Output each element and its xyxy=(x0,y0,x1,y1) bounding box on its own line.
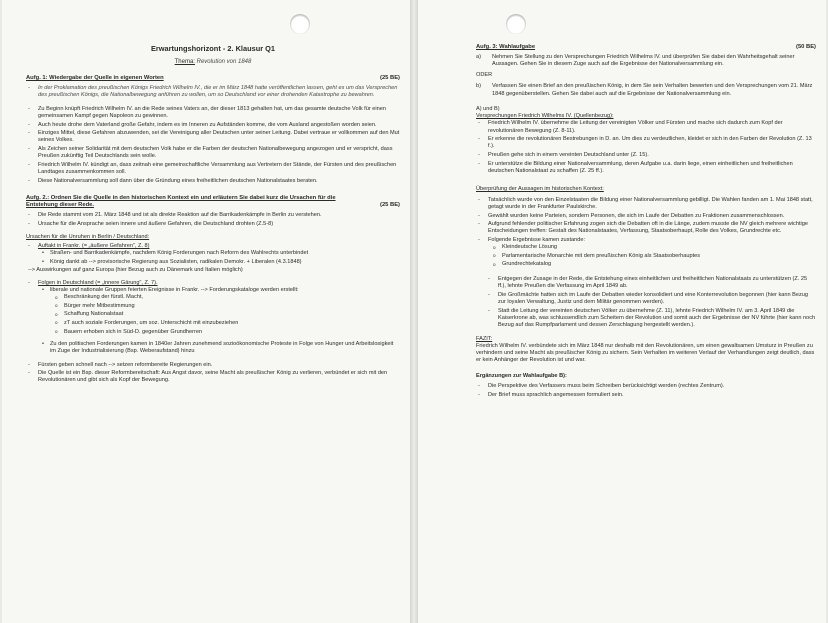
list-item: - Zu Beginn knüpft Friedrich Wilhelm IV. an die Rede seines Vaters an, der dieser 1813 gehalten hat, um das gesamte deutsche Volk für einen gemeinsamen Kampf gegen Napoleon zu gewinnen. xyxy=(38,106,400,121)
task-1-quote: - In der Proklamation des preußischen Königs Friedrich Wilhelm IV., die er im März 1848 hatte veröffentlichen lassen, geht es um das Versprechen des preußischen Königs, die Nationalbewegung anführen zu wollen, um so Deutschland vor einer drohenden Katastrophe zu bewahren. xyxy=(38,85,400,100)
results-list xyxy=(488,244,816,268)
list-item: o Kleindeutsche Lösung xyxy=(502,244,816,251)
list-item: - Ursache für die Ansprache seien innere und äußere Gefahren, die Deutschland drohten (Z.5-8) xyxy=(38,221,400,228)
punch-hole xyxy=(290,14,310,34)
list-item: - Die Großmächte hatten sich im Laufe der Debatten wieder konsolidiert und eine Konterrevolution begonnen (hier kann Bezug zur loyalen Verwaltung, Justiz und dem Militär genommen werden). xyxy=(498,292,816,307)
list-item: • Zu den politischen Forderungen kamen in 1840er Jahren zunehmend sozioökonomische Proteste in Folge von Hunger und Arbeitslosigkeit im Zuge der Industrialisierung (Bsp. Weberaufstand) hinzu xyxy=(50,341,400,356)
subtitle-label: Thema: xyxy=(174,58,195,65)
review-list-2 xyxy=(476,276,816,329)
promises-heading: Versprechungen Friedrich Wilhelms IV. (Quellenbezug): xyxy=(476,113,614,120)
outer-heading: Auftakt in Frankr. (= „äußere Gefahren“, Z. 8) xyxy=(38,243,150,250)
list-item: • König dankt ab --> provisorische Regierung aus Sozialisten, radikalen Demokr. + Liberalen (4.3.1848) xyxy=(50,259,400,266)
list-item: - Preußen gehe sich in einem vereinten Deutschland unter (Z. 15). xyxy=(488,152,816,159)
list-item: - Fürsten geben schnell nach --> setzen reformbereite Regierungen ein. xyxy=(38,362,400,369)
outer-consequence: --> Auswirkungen auf ganz Europa (hier Bezug auch zu Dänemark und Italien möglich) xyxy=(28,267,243,274)
conclusion-list xyxy=(26,362,400,385)
task-1-quote-list xyxy=(26,85,400,100)
list-item: - Er unterstütze die Bildung einer Nationalversammlung, deren Aufgabe u.a. darin liege, einen einheitlichen und freiheitlichen deutschen Nationalstaat zu schaffen (Z. 25 ff.). xyxy=(488,161,816,176)
ab-heading: A) und B) xyxy=(476,105,500,112)
list-item: - Die Perspektive des Verfassers muss beim Schreiben berücksichtigt werden (rechtes Zentrum). xyxy=(488,383,816,390)
list-item: - Statt die Leitung der vereinten deutschen Völker zu übernehme (Z. 11), lehnte Friedrich Wilhelm IV. am 3. April 1849 die Kaiserkrone ab, was schlussendlich zum Scheitern der Revolution und somit auch der Ergebnisse der NV führte (hier kann noch Bezug auf das Rumpfparlament und dessen Zerschlagung hergestellt werden.). xyxy=(498,308,816,330)
promises-list xyxy=(476,120,816,175)
list-item: - Der Brief muss sprachlich angemessen formuliert sein. xyxy=(488,392,816,399)
list-item xyxy=(488,237,816,269)
list-item: o Bürger mehr Mitbestimmung xyxy=(64,303,400,310)
list-item: o Parlamentarische Monarchie mit dem preußischen König als Staatsoberhauptes xyxy=(502,253,816,260)
outer-bullets xyxy=(38,250,400,266)
option-a-key: a) xyxy=(476,53,481,60)
punch-hole xyxy=(506,14,526,34)
page-right xyxy=(418,0,826,623)
task-3-points: (50 BE) xyxy=(796,44,816,50)
list-item: - Gewählt wurden keine Parteien, sondern Personen, die sich im Laufe der Debatten zu Fraktionen zusammenschlossen. xyxy=(488,213,816,220)
document-subtitle xyxy=(26,59,400,67)
document-title: Erwartungshorizont - 2. Klausur Q1 xyxy=(150,44,275,53)
list-item: - Die Quelle ist ein Bsp. dieser Reformbereitschaft: Aus Angst davor, seine Macht als preußischer König zu verlieren, verbündet er sich mit den Revolutionären und gibt sich als Kopf der Bewegung. xyxy=(38,370,400,385)
list-item: o Bauern erhoben sich in Süd-D. gegenüber Grundherren xyxy=(64,329,400,336)
page-gutter xyxy=(410,0,418,623)
causes-heading: Ursachen für die Unruhen in Berlin / Deutschland: xyxy=(26,233,150,240)
page-left xyxy=(2,0,410,623)
task-2-points: (25 BE) xyxy=(380,202,400,209)
task-1-points: (25 BE) xyxy=(380,75,400,82)
list-item: - Tatsächlich wurde von den Einzelstaaten die Bildung einer Nationalversammlung gebilligt. Die Wahlen fanden am 1. Mai 1848 statt, getagt wurde in der Frankfurter Paulskirche. xyxy=(488,197,816,212)
option-a-text: Nehmen Sie Stellung zu den Versprechungen Friedrich Wilhelms IV. und überprüfen Sie dabei den Wahrheitsgehalt seiner Aussagen. Gehen Sie in diesem Zuge auch auf die Ergebnisse der Nationalversammlung ein. xyxy=(492,53,795,67)
task-1-list xyxy=(26,106,400,185)
option-b xyxy=(476,83,816,98)
inner-causes-list xyxy=(26,280,400,356)
review-list xyxy=(476,197,816,269)
list-item: o Beschränkung der fürstl. Macht, xyxy=(64,294,400,301)
task-3-title: Aufg. 3: Wahlaufgabe xyxy=(476,44,536,50)
inner-intro: liberale und nationale Gruppen feierten Ereignisse in Frankr. --> Forderungskataloge werden erstellt: xyxy=(50,287,299,293)
task-1-title: Aufg. 1: Wiedergabe der Quelle in eigenen Worten xyxy=(26,75,164,82)
task-2-list xyxy=(26,212,400,228)
list-item xyxy=(50,287,400,336)
subtitle-value: Revolution von 1848 xyxy=(196,58,252,65)
fazit-text: Friedrich Wilhelm IV. verbündete sich im März 1848 nur deshalb mit den Revolutionären, um einen gewaltsamen Umsturz in Preußen zu verhindern und seine Macht als preußischer König zu sichern. Sein Verhalten im weiteren Verlauf der Verhandlungen zeigt deutlich, dass er kein Anhänger der Revolution ist und war. xyxy=(476,342,815,364)
task-3-heading xyxy=(476,44,816,52)
task-2-heading xyxy=(26,195,400,210)
task-1-heading xyxy=(26,75,400,83)
list-item: - Auch heute drohe dem Vaterland große Gefahr, indem es im Inneren zu Aufständen komme, die vom Ausland angestoßen worden seien. xyxy=(38,122,400,129)
list-item xyxy=(38,280,400,356)
outer-causes-list xyxy=(26,243,400,266)
list-item: - Einziges Mittel, diese Gefahren abzuwenden, sei die Vereinigung aller Deutschen unter seiner Leitung. Dabei vertraue er vollkommen auf den Mut seines Volkes. xyxy=(38,130,400,145)
option-a xyxy=(476,54,816,69)
list-item: - Aufgrund fehlender politischer Erfahrung zogen sich die Debatten oft in die Länge, zudem musste die NV gleich mehrere wichtige Entscheidungen treffen: Gestalt des Nationalstaates, Verfassung, Staatsoberhaupt, Rolle des Volkes, Grundrechte etc. xyxy=(488,221,816,236)
option-b-text: Verfassen Sie einen Brief an den preußischen König, in dem Sie sein Verhalten bewerten und den Versprechungen vom 21. März 1848 gegenüberstellen. Gehen Sie dabei auch auf die Ergebnisse der Nationalversammlung ein. xyxy=(492,83,813,97)
list-item: - Entgegen der Zusage in der Rede, die Entstehung eines einheitlichen und freiheitlichen Nationalstaats zu unterstützen (Z. 25 ff.), lehnte Preußen die Verfassung im April 1849 ab. xyxy=(498,276,816,291)
list-item: - Diese Nationalversammlung soll dann über die Gründung eines freiheitlichen deutschen Nationalstaates beraten. xyxy=(38,178,400,185)
list-item: - Er erkenne die revolutionären Bestrebungen in D. an. Um dies zu verdeutlichen, kleidet er sich in den Farben der Revolution (Z. 13 f.). xyxy=(488,136,816,151)
list-item xyxy=(38,243,400,266)
page-right-content xyxy=(476,44,816,400)
list-item: o zT auch soziale Forderungen, um soz. Unterschicht mit einzubeziehen xyxy=(64,320,400,327)
page-left-content xyxy=(26,44,400,386)
inner-bullets xyxy=(38,287,400,355)
list-item: o Schaffung Nationalstaat xyxy=(64,311,400,318)
results-intro: Folgende Ergebnisse kamen zustande: xyxy=(488,236,586,243)
review-heading: Überprüfung der Aussagen im historischen Kontext: xyxy=(476,186,604,193)
fazit-heading: FAZIT: xyxy=(476,335,493,342)
list-item: • Straßen- und Barrikadenkämpfe, nachdem König Forderungen nach Reform des Wahlrechts unterbindet xyxy=(50,250,400,257)
list-item: o Grundrechtekatalog xyxy=(502,261,816,268)
or-separator: ODER xyxy=(476,72,493,79)
inner-demands xyxy=(50,294,400,336)
addon-heading: Ergänzungen zur Wahlaufgabe B): xyxy=(476,372,567,379)
inner-heading: Folgen in Deutschland (= „innere Gärung“, Z. 7). xyxy=(38,279,158,286)
addon-list xyxy=(476,383,816,399)
task-2-title: Aufg. 2.: Ordnen Sie die Quelle in den historischen Kontext ein und erläutern Sie dabei kurz die Ursachen für die Entstehung dieser Rede. xyxy=(26,194,336,209)
list-item: - Friedrich Wilhelm IV. übernehme die Leitung der vereinigten Völker und Fürsten und mache sich dadurch zum Kopf der revolutionären Bewegung (Z. 8-11). xyxy=(488,120,816,135)
list-item: - Die Rede stammt vom 21. März 1848 und ist als direkte Reaktion auf die Barrikadenkämpfe in Berlin zu verstehen. xyxy=(38,212,400,219)
list-item: - Friedrich Wilhelm IV. kündigt an, dass zeitnah eine gemeinschaftliche Versammlung aus Vertretern der Stände, der Fürsten und des preußischen Landtages zusammenkommen soll. xyxy=(38,162,400,177)
option-b-key: b) xyxy=(476,83,481,90)
list-item: - Als Zeichen seiner Solidarität mit dem deutschen Volk habe er die Farben der deutschen Nationalbewegung angezogen und er verspricht, dass Preußen zukünftig Teil Deutschlands sein wolle. xyxy=(38,146,400,161)
